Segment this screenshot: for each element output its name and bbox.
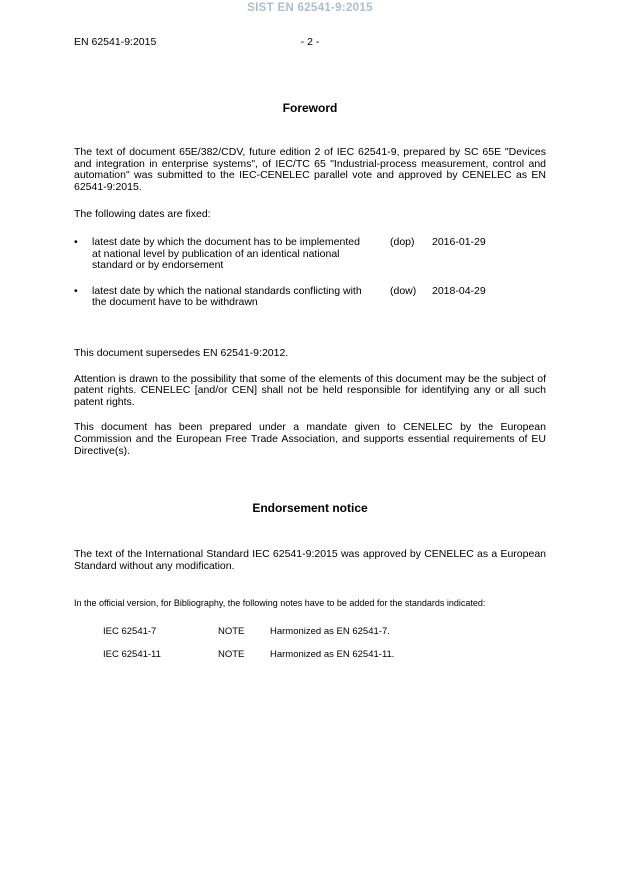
note-standard: IEC 62541-11 [103, 649, 161, 661]
dates-intro: The following dates are fixed: [74, 208, 211, 221]
watermark-text: SIST EN 62541-9:2015 [247, 2, 373, 14]
note-row [74, 649, 546, 660]
note-label: NOTE [218, 626, 245, 638]
bibliography-note-intro: In the official version, for Bibliography, the following notes have to be added for the standards indicated: [74, 598, 486, 609]
foreword-paragraph-1: The text of document 65E/382/CDV, future edition 2 of IEC 62541-9, prepared by SC 65E "Devices and integration in enterprise systems", of IEC/TC 65 "Industrial-process measurement, control and automation" was submitted to the IEC-CENELEC parallel vote and approved by CENELEC as EN 62541-9:2015. [74, 146, 546, 193]
bullet-text: latest date by which the national standards conflicting with the document have to be withdrawn [92, 284, 362, 309]
note-label: NOTE [218, 649, 245, 661]
bullet-icon: • [74, 284, 78, 297]
bullet-item-dow [74, 286, 546, 309]
bullet-date: 2018-04-29 [432, 284, 486, 297]
header-page-number: - 2 - [300, 36, 320, 48]
header-document-number: EN 62541-9:2015 [74, 36, 157, 48]
foreword-title: Foreword [282, 101, 338, 115]
bullet-code: (dow) [390, 284, 417, 297]
supersedes-paragraph: This document supersedes EN 62541-9:2012. [74, 346, 289, 359]
endorsement-paragraph: The text of the International Standard IEC 62541-9:2015 was approved by CENELEC as a European Standard without any modification. [74, 548, 546, 572]
note-row [74, 626, 546, 637]
bullet-item-dop [74, 237, 546, 272]
note-standard: IEC 62541-7 [103, 626, 157, 638]
header-spacer [319, 36, 546, 48]
mandate-paragraph: This document has been prepared under a mandate given to CENELEC by the European Commission and the European Free Trade Association, and supports essential requirements of EU Directive(s). [74, 421, 546, 457]
bullet-icon: • [74, 235, 78, 248]
note-text: Harmonized as EN 62541-11. [270, 649, 395, 661]
note-text: Harmonized as EN 62541-7. [270, 626, 390, 638]
endorsement-title: Endorsement notice [252, 501, 368, 516]
attention-paragraph: Attention is drawn to the possibility that some of the elements of this document may be the subject of patent rights. CENELEC [and/or CEN] shall not be held responsible for identifying any or all such patent rights. [74, 372, 546, 408]
bullet-code: (dop) [390, 235, 415, 248]
bullet-text: latest date by which the document has to be implemented at national level by publication of an identical national standard or by endorsement [92, 235, 360, 272]
page-header [74, 36, 546, 48]
bullet-date: 2016-01-29 [432, 235, 486, 248]
